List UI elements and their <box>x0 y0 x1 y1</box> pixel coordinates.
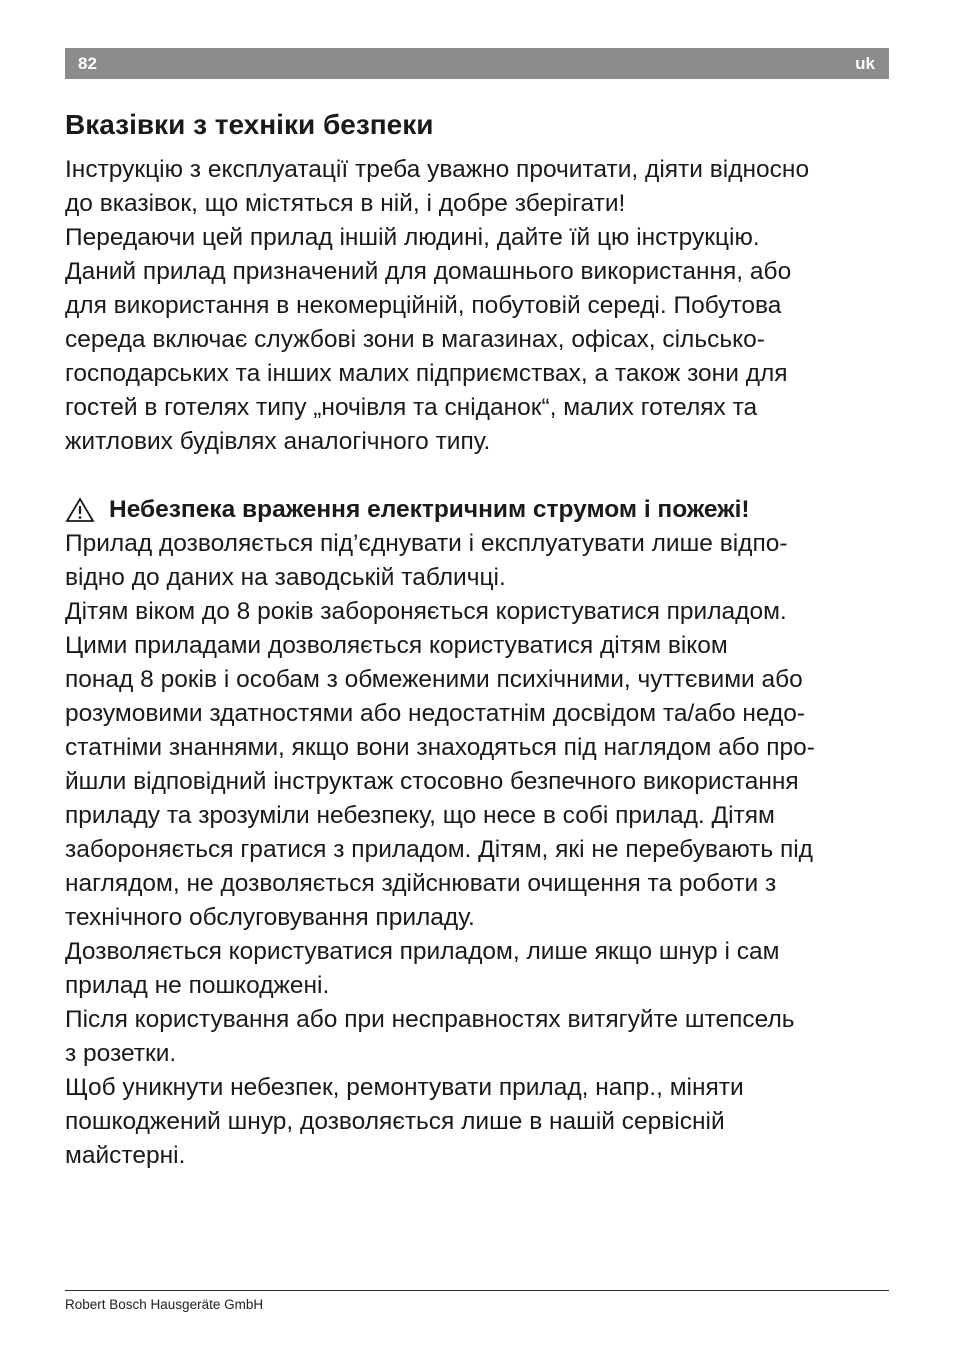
paragraph-gap <box>65 459 891 493</box>
page-header-bar <box>65 48 889 79</box>
intro-line: гостей в готелях типу „ночівля та сніданок“, малих готелях та <box>65 394 758 421</box>
intro-line: для використання в некомерційній, побутовій середі. Побутова <box>65 292 782 319</box>
intro-line: житлових будівлях аналогічного типу. <box>65 428 491 455</box>
warning-line: Дозволяється користуватися приладом, лише якщо шнур і сам <box>65 938 780 965</box>
warning-line: Цими приладами дозволяється користуватися дітям віком <box>65 632 728 659</box>
warning-triangle-icon <box>65 497 95 523</box>
footer-divider <box>65 1290 889 1291</box>
warning-line: технічного обслуговування приладу. <box>65 904 475 931</box>
warning-line: розумовими здатностями або недостатнім досвідом та/або недо- <box>65 700 806 727</box>
intro-line: Даний прилад призначений для домашнього використання, або <box>65 258 792 285</box>
warning-line: відно до даних на заводській табличці. <box>65 564 506 591</box>
warning-line: Після користування або при несправностях витягуйте штепсель <box>65 1006 795 1033</box>
warning-heading-row <box>65 493 891 527</box>
warning-line: майстерні. <box>65 1142 186 1169</box>
warning-line: з розетки. <box>65 1040 177 1067</box>
warning-line: забороняється гратися з приладом. Дітям, які не перебувають під <box>65 836 813 863</box>
warning-line: прилад не пошкоджені. <box>65 972 330 999</box>
warning-line: приладу та зрозуміли небезпеку, що несе в собі прилад. Дітям <box>65 802 775 829</box>
warning-line: пошкоджений шнур, дозволяється лише в нашій сервісній <box>65 1108 725 1135</box>
intro-paragraph <box>65 153 891 459</box>
footer-company: Robert Bosch Hausgeräte GmbH <box>65 1297 264 1312</box>
language-code: uk <box>855 54 875 73</box>
warning-line: понад 8 років і особам з обмеженими психічними, чуттєвими або <box>65 666 803 693</box>
intro-line: господарських та інших малих підприємствах, а також зони для <box>65 360 788 387</box>
warning-heading: Небезпека враження електричним струмом і пожежі! <box>109 496 750 523</box>
warning-body <box>65 527 891 1173</box>
intro-line: до вказівок, що містяться в ній, і добре зберігати! <box>65 190 626 217</box>
warning-line: Щоб уникнути небезпек, ремонтувати прилад, напр., міняти <box>65 1074 744 1101</box>
page-content <box>65 105 891 1173</box>
warning-line: наглядом, не дозволяється здійснювати очищення та роботи з <box>65 870 777 897</box>
warning-line: Прилад дозволяється під’єднувати і експлуатувати лише відпо- <box>65 530 788 557</box>
intro-line: середа включає службові зони в магазинах, офісах, сільсько- <box>65 326 765 353</box>
warning-line: Дітям віком до 8 років забороняється користуватися приладом. <box>65 598 787 625</box>
section-title: Вказівки з техніки безпеки <box>65 109 434 140</box>
intro-line: Інструкцію з експлуатації треба уважно прочитати, діяти відносно <box>65 156 810 183</box>
warning-line: йшли відповідний інструктаж стосовно безпечного використання <box>65 768 799 795</box>
warning-line: статніми знаннями, якщо вони знаходяться під наглядом або про- <box>65 734 815 761</box>
intro-line: Передаючи цей прилад іншій людині, дайте їй цю інструкцію. <box>65 224 760 251</box>
page-number: 82 <box>78 54 97 73</box>
